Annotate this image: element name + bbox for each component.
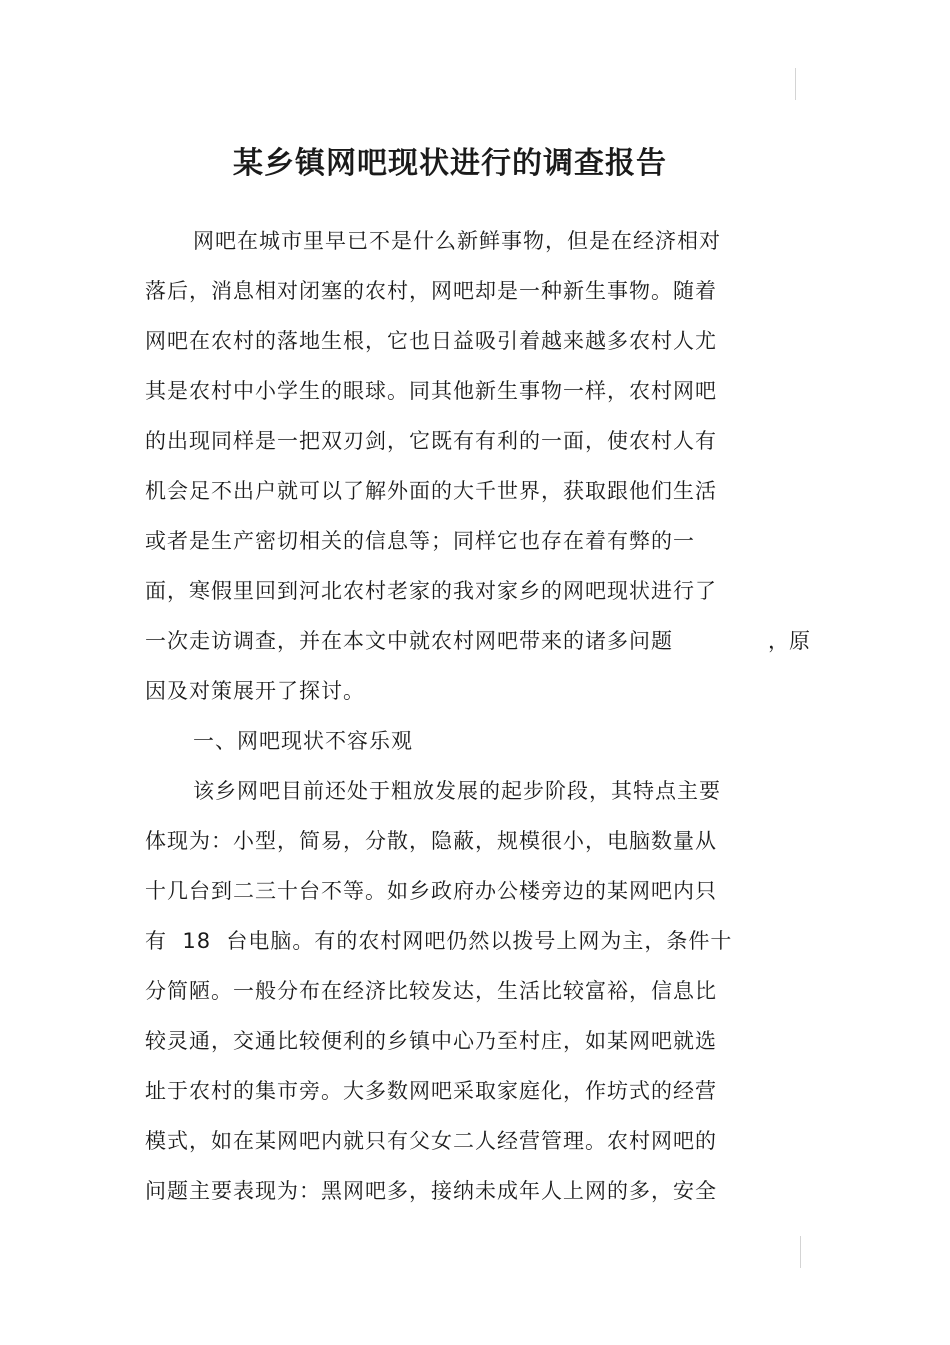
paragraph-line: 其是农村中小学生的眼球。同其他新生事物一样，农村网吧 [145, 379, 717, 403]
paragraph-line: 一次走访调查，并在本文中就农村网吧带来的诸多问题 [145, 629, 673, 653]
paragraph-line: 的出现同样是一把双刃剑，它既有有利的一面，使农村人有 [145, 429, 717, 453]
paragraph-line: 网吧在城市里早已不是什么新鲜事物，但是在经济相对 [193, 229, 721, 253]
page-corner-mark-bottom [800, 1236, 801, 1268]
section-heading: 一、网吧现状不容乐观 [193, 729, 413, 753]
paragraph-line: 问题主要表现为：黑网吧多，接纳未成年人上网的多，安全 [145, 1179, 717, 1203]
paragraph-line-tail: ，原 [768, 629, 810, 653]
paragraph-line: 址于农村的集市旁。大多数网吧采取家庭化，作坊式的经营 [145, 1079, 717, 1103]
page-corner-mark-top [795, 68, 796, 100]
paragraph-line: 或者是生产密切相关的信息等；同样它也存在着有弊的一 [145, 529, 695, 553]
paragraph-line: 有 18 台电脑。有的农村网吧仍然以拨号上网为主，条件十 [145, 929, 733, 953]
paragraph-line: 网吧在农村的落地生根，它也日益吸引着越来越多农村人尤 [145, 329, 717, 353]
paragraph-line: 该乡网吧目前还处于粗放发展的起步阶段，其特点主要 [193, 779, 721, 803]
paragraph-line: 体现为：小型，简易，分散，隐蔽，规模很小，电脑数量从 [145, 829, 717, 853]
paragraph-line: 因及对策展开了探讨。 [145, 679, 365, 703]
paragraph-line: 分简陋。一般分布在经济比较发达，生活比较富裕，信息比 [145, 979, 717, 1003]
paragraph-line: 较灵通，交通比较便利的乡镇中心乃至村庄，如某网吧就选 [145, 1029, 717, 1053]
paragraph-line: 模式，如在某网吧内就只有父女二人经营管理。农村网吧的 [145, 1129, 717, 1153]
paragraph-line: 面，寒假里回到河北农村老家的我对家乡的网吧现状进行了 [145, 579, 717, 603]
paragraph-line: 十几台到二三十台不等。如乡政府办公楼旁边的某网吧内只 [145, 879, 717, 903]
paragraph-line: 机会足不出户就可以了解外面的大千世界，获取跟他们生活 [145, 479, 717, 503]
paragraph-line: 落后，消息相对闭塞的农村，网吧却是一种新生事物。随着 [145, 279, 717, 303]
document-title: 某乡镇网吧现状进行的调查报告 [233, 146, 667, 182]
